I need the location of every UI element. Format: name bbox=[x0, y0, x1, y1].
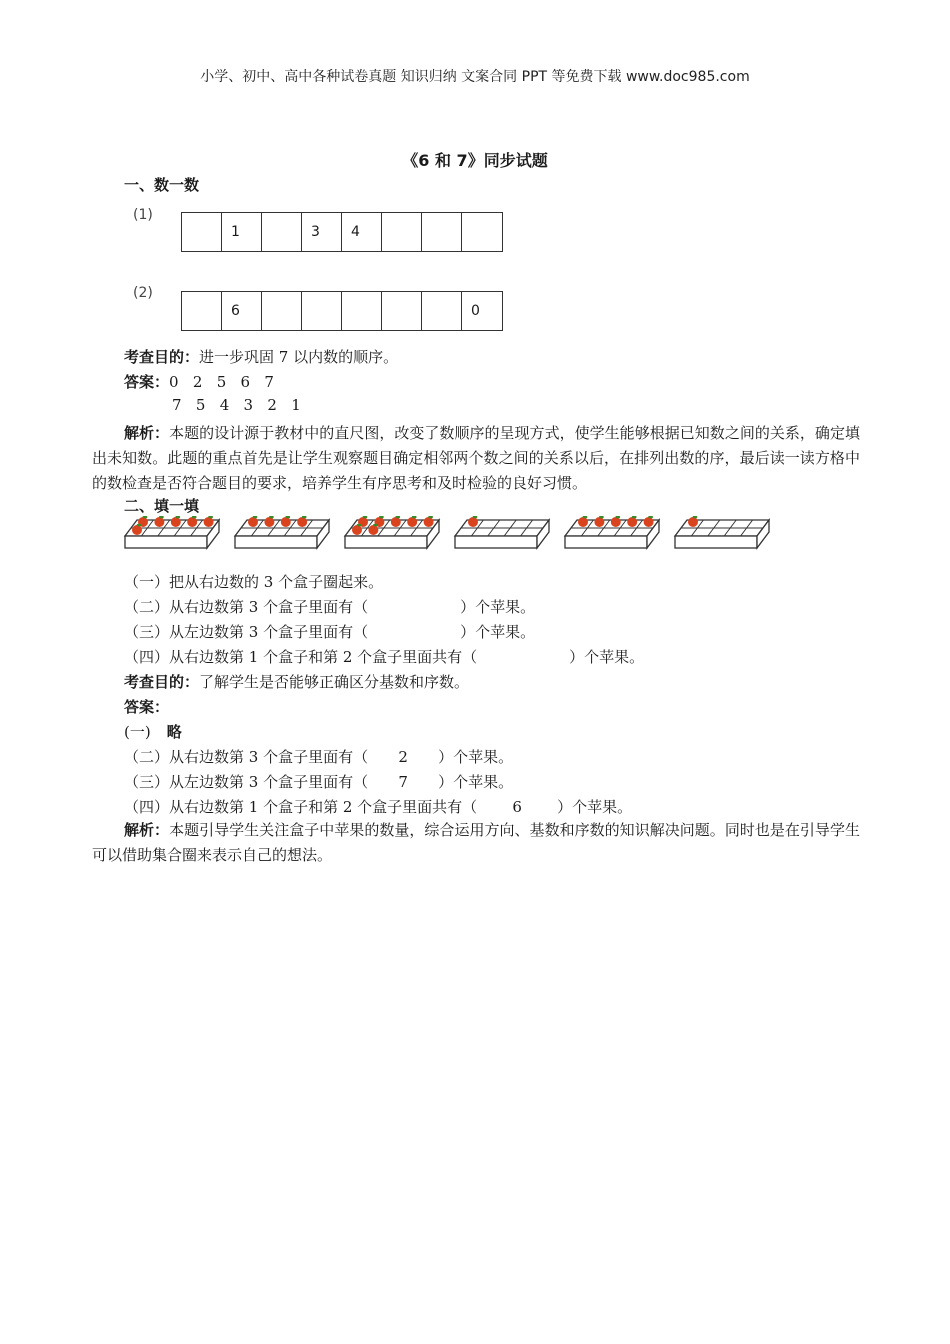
apple bbox=[594, 517, 604, 527]
apple bbox=[154, 517, 164, 527]
answer-3 bbox=[124, 771, 513, 792]
analysis-text: 本题的设计源于教材中的直尺图，改变了数顺序的呈现方式，使学生能够根据已知数之间的关系，确定填出未知数。此题的重点首先是让学生观察题目确定相邻两个数之间的关系以后，在排列出数的序，最后读一读方格中的数检查是否符合题目的要求，培养学生有序思考和及时检验的良好习惯。 bbox=[92, 424, 860, 492]
apple-leaf bbox=[357, 524, 362, 527]
question-4-text: （四）从右边数第 1 个盒子和第 2 个盒子里面共有（ bbox=[124, 648, 478, 666]
section-heading-fill: 二、填一填 bbox=[124, 497, 200, 515]
apple bbox=[204, 517, 214, 527]
grid-cell[interactable]: 4 bbox=[342, 213, 382, 251]
grid-cell[interactable] bbox=[262, 213, 302, 251]
answer-1 bbox=[124, 721, 182, 742]
answer-label-line-2 bbox=[124, 696, 169, 717]
question-3-end: ）个苹果。 bbox=[460, 623, 536, 641]
apple bbox=[391, 517, 401, 527]
answer-label: 答案： bbox=[124, 373, 170, 391]
number-grid-2 bbox=[181, 291, 503, 331]
apple bbox=[171, 517, 181, 527]
apple bbox=[424, 517, 434, 527]
grid-cell[interactable] bbox=[182, 213, 222, 251]
apple-leaf bbox=[373, 524, 378, 527]
answer-3-value: 7 bbox=[398, 773, 408, 791]
row-label-1: (1) bbox=[133, 207, 153, 223]
apple bbox=[611, 517, 621, 527]
purpose-label: 考查目的： bbox=[124, 348, 200, 366]
apple-box bbox=[565, 516, 659, 548]
question-2-text: （二）从右边数第 3 个盒子里面有（ bbox=[124, 598, 369, 616]
answer-values-1: 0 2 5 6 7 bbox=[169, 373, 274, 391]
purpose-line-1 bbox=[124, 346, 398, 367]
apple-box bbox=[125, 516, 219, 548]
grid-cell[interactable] bbox=[462, 213, 502, 251]
apple bbox=[578, 517, 588, 527]
answer-2-end: ）个苹果。 bbox=[438, 748, 514, 766]
apple-box bbox=[675, 516, 769, 548]
analysis-text-2: 本题引导学生关注盒子中苹果的数量，综合运用方向、基数和序数的知识解决问题。同时也是在引导学生可以借助集合圈来表示自己的想法。 bbox=[92, 821, 860, 864]
answer-2 bbox=[124, 746, 513, 767]
answer-line-1 bbox=[124, 371, 274, 392]
question-3 bbox=[124, 621, 535, 642]
analysis-label-2: 解析： bbox=[124, 821, 170, 839]
apple bbox=[644, 517, 654, 527]
answer-2-value: 2 bbox=[398, 748, 408, 766]
grid-cell[interactable] bbox=[422, 292, 462, 330]
grid-cell[interactable]: 0 bbox=[471, 303, 480, 319]
number-grid-1 bbox=[181, 212, 503, 252]
question-1: （一）把从右边数的 3 个盒子圈起来。 bbox=[124, 573, 384, 591]
grid-cell[interactable] bbox=[262, 292, 302, 330]
answer-4-text: （四）从右边数第 1 个盒子和第 2 个盒子里面共有（ bbox=[124, 798, 478, 816]
answer-2-text: （二）从右边数第 3 个盒子里面有（ bbox=[124, 748, 369, 766]
section-heading-count: 一、数一数 bbox=[124, 176, 200, 194]
answer-values-2: 7 5 4 3 2 1 bbox=[172, 396, 301, 414]
question-4 bbox=[124, 646, 644, 667]
analysis-paragraph-2 bbox=[92, 818, 860, 868]
grid-cell[interactable] bbox=[422, 213, 462, 251]
apple bbox=[368, 525, 378, 535]
page-title: 《6 和 7》同步试题 bbox=[402, 151, 548, 170]
grid-cell[interactable] bbox=[382, 292, 422, 330]
apple bbox=[264, 517, 274, 527]
answer-4-value: 6 bbox=[512, 798, 522, 816]
apple bbox=[132, 525, 142, 535]
apple-box bbox=[345, 516, 439, 548]
grid-cell[interactable] bbox=[302, 292, 342, 330]
purpose-text-2: 了解学生是否能够正确区分基数和序数。 bbox=[199, 673, 470, 691]
apple bbox=[248, 517, 258, 527]
answer-4 bbox=[124, 796, 632, 817]
apple bbox=[187, 517, 197, 527]
apple-boxes-figure bbox=[120, 516, 770, 556]
question-3-text: （三）从左边数第 3 个盒子里面有（ bbox=[124, 623, 369, 641]
grid-cell[interactable]: 3 bbox=[302, 213, 342, 251]
row-label-2: (2) bbox=[133, 285, 153, 301]
grid-cell[interactable]: 1 bbox=[222, 213, 262, 251]
question-2-end: ）个苹果。 bbox=[460, 598, 536, 616]
apple-box bbox=[235, 516, 329, 548]
apple bbox=[281, 517, 291, 527]
answer-1-prefix: (一) bbox=[124, 723, 151, 741]
apple bbox=[468, 517, 478, 527]
purpose-line-2 bbox=[124, 671, 469, 692]
question-4-end: ）个苹果。 bbox=[569, 648, 645, 666]
analysis-paragraph-1 bbox=[92, 421, 860, 496]
answer-4-end: ）个苹果。 bbox=[557, 798, 633, 816]
grid-cell[interactable]: 6 bbox=[222, 292, 262, 330]
answer-label-2: 答案： bbox=[124, 698, 170, 716]
apple bbox=[627, 517, 637, 527]
answer-1-value: 略 bbox=[166, 723, 182, 741]
answer-3-text: （三）从左边数第 3 个盒子里面有（ bbox=[124, 773, 369, 791]
grid-cell[interactable] bbox=[182, 292, 222, 330]
purpose-label-2: 考查目的： bbox=[124, 673, 200, 691]
purpose-text: 进一步巩固 7 以内数的顺序。 bbox=[199, 348, 399, 366]
apple-box bbox=[455, 516, 549, 548]
apple bbox=[352, 525, 362, 535]
grid-cell[interactable] bbox=[382, 213, 422, 251]
apple bbox=[297, 517, 307, 527]
apple bbox=[688, 517, 698, 527]
analysis-label: 解析： bbox=[124, 424, 170, 442]
question-2 bbox=[124, 596, 535, 617]
answer-3-end: ）个苹果。 bbox=[438, 773, 514, 791]
apple bbox=[407, 517, 417, 527]
apple-leaf bbox=[137, 524, 142, 527]
page-header: 小学、初中、高中各种试卷真题 知识归纳 文案合同 PPT 等免费下载 www.doc985.com bbox=[200, 69, 750, 85]
grid-cell[interactable] bbox=[342, 292, 382, 330]
